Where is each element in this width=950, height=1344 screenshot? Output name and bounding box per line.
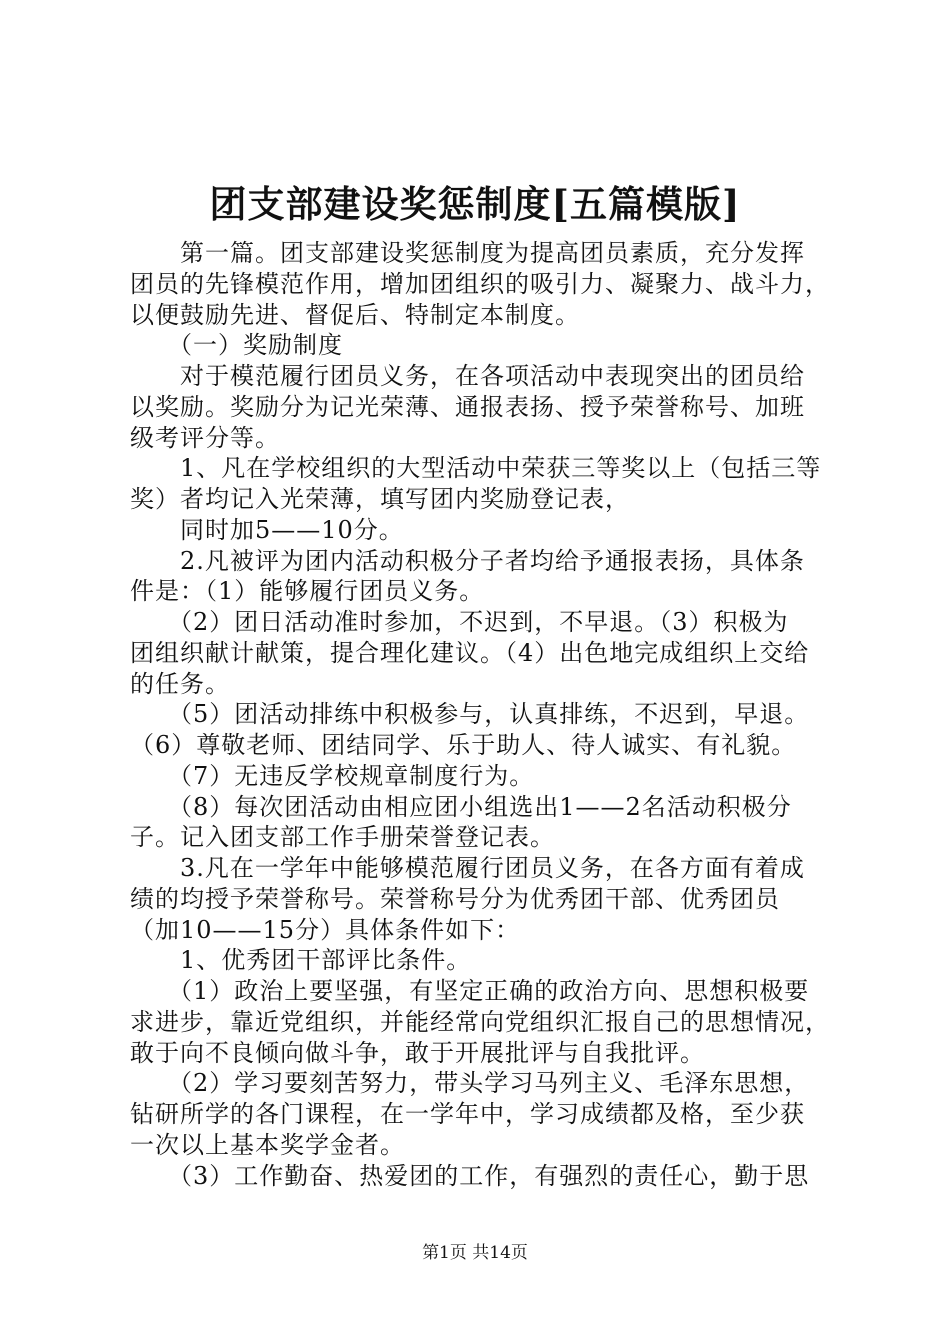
text-line: （加10——15分）具体条件如下： [130,915,521,944]
text-line: 件是：（1）能够履行团员义务。 [130,577,485,606]
text-line: （7）无违反学校规章制度行为。 [130,761,535,790]
text-line: （5）团活动排练中积极参与，认真排练，不迟到，早退。 [130,700,810,729]
text-line: 团组织献计献策，提合理化建议。（4）出色地完成组织上交给 [130,638,810,667]
text-line: 级考评分等。 [130,423,280,452]
text-line: （2）学习要刻苦努力，带头学习马列主义、毛泽东思想， [130,1069,810,1098]
text-line: 子。记入团支部工作手册荣誉登记表。 [130,823,555,852]
text-line: （1）政治上要坚强，有坚定正确的政治方向、思想积极要 [130,977,810,1005]
text-line: 以便鼓励先进、督促后、特制定本制度。 [130,300,580,329]
text-line: 敢于向不良倾向做斗争，敢于开展批评与自我批评。 [130,1038,705,1067]
text-line: 一次以上基本奖学金者。 [130,1130,405,1159]
text-line: 同时加5——10分。 [130,515,404,544]
text-line: （6）尊敬老师、团结同学、乐于助人、待人诚实、有礼貌。 [130,731,797,759]
text-line: （3）工作勤奋、热爱团的工作，有强烈的责任心，勤于思 [130,1161,810,1190]
text-line: （一）奖励制度 [130,331,343,360]
text-line: 钻研所学的各门课程，在一学年中，学习成绩都及格，至少获 [130,1100,805,1128]
text-line: 以奖励。奖励分为记光荣薄、通报表扬、授予荣誉称号、加班 [130,392,805,421]
text-line: 团员的先锋模范作用，增加团组织的吸引力、凝聚力、战斗力， [130,269,830,298]
text-line: （2）团日活动准时参加，不迟到，不早退。（3）积极为 [130,608,789,636]
text-line: 绩的均授予荣誉称号。荣誉称号分为优秀团干部、优秀团员 [130,884,780,913]
text-line: 第一篇。团支部建设奖惩制度为提高团员素质，充分发挥 [130,239,805,267]
text-line: （8）每次团活动由相应团小组选出1——2名活动积极分 [130,792,792,821]
text-line: 1、优秀团干部评比条件。 [130,946,472,975]
page-footer: 第1页 共14页 [422,1243,528,1263]
text-line: 的任务。 [130,669,230,698]
text-line: 对于模范履行团员义务，在各项活动中表现突出的团员给 [130,362,805,390]
text-line: 求进步，靠近党组织，并能经常向党组织汇报自己的思想情况， [130,1007,830,1036]
text-line: 3.凡在一学年中能够模范履行团员义务，在各方面有着成 [130,854,805,882]
text-line: 1、凡在学校组织的大型活动中荣获三等奖以上（包括三等 [130,454,822,483]
document-body [130,238,840,1191]
text-line: 2.凡被评为团内活动积极分子者均给予通报表扬，具体条 [130,546,805,575]
text-line: 奖）者均记入光荣薄，填写团内奖励登记表， [130,485,630,513]
document-title: 团支部建设奖惩制度[五篇模版] [209,182,741,226]
